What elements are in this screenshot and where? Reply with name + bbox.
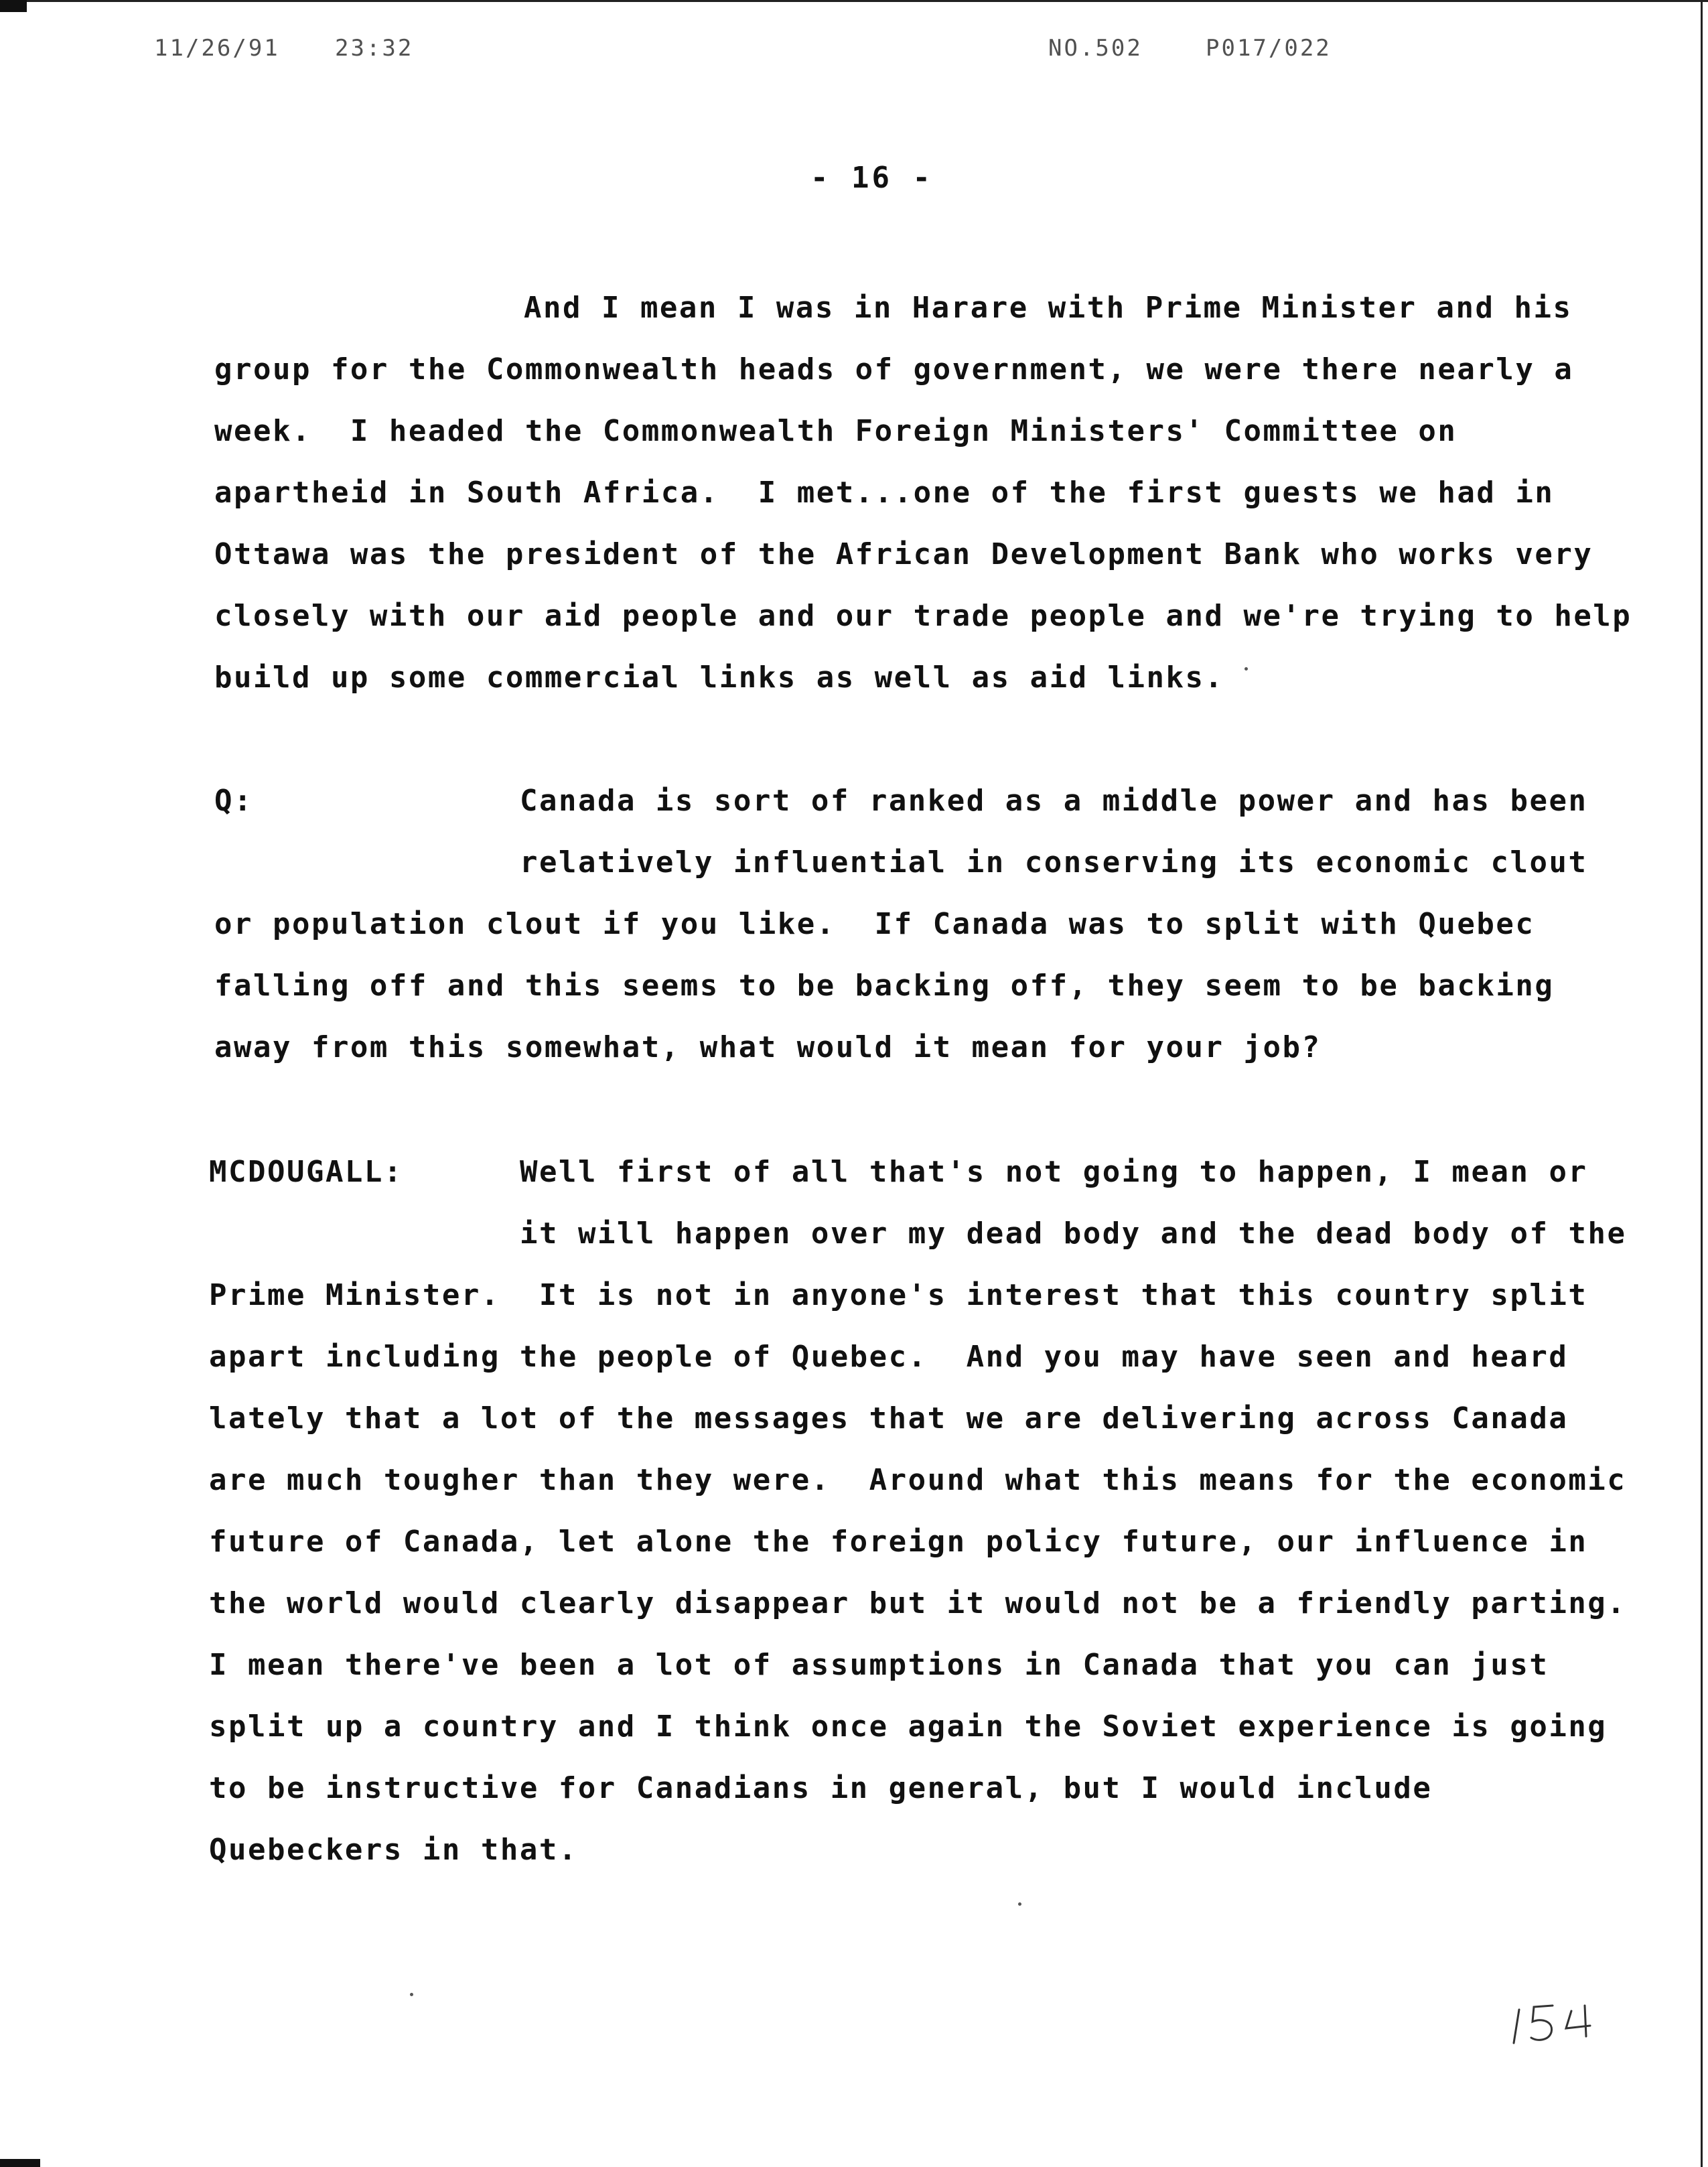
answer-line: to be instructive for Canadians in general, but I would include xyxy=(209,1771,1433,1805)
paragraph-line: Ottawa was the president of the African Development Bank who works very xyxy=(214,537,1593,571)
handwritten-page-number xyxy=(1507,1996,1608,2050)
scan-speck xyxy=(1018,1902,1021,1906)
scan-speck xyxy=(1244,667,1248,671)
answer-line: apart including the people of Quebec. And you may have seen and heard xyxy=(209,1340,1569,1374)
answer-line: future of Canada, let alone the foreign policy future, our influence in xyxy=(209,1525,1588,1559)
paragraph-line: apartheid in South Africa. I met...one of the first guests we had in xyxy=(214,476,1555,510)
answer-line: lately that a lot of the messages that we are delivering across Canada xyxy=(209,1401,1569,1436)
paragraph-line: week. I headed the Commonwealth Foreign Ministers' Committee on xyxy=(214,414,1457,448)
paragraph-line: build up some commercial links as well as aid links. xyxy=(214,660,1224,695)
scan-speck xyxy=(410,1993,413,1996)
speaker-label-mcdougall: MCDOUGALL: xyxy=(209,1155,403,1189)
fax-page: P017/022 xyxy=(1206,35,1332,62)
paragraph-line: group for the Commonwealth heads of government, we were there nearly a xyxy=(214,352,1574,387)
fax-number: NO.502 xyxy=(1048,35,1143,62)
answer-line: Well first of all that's not going to happen, I mean or xyxy=(520,1155,1588,1189)
fax-time: 23:32 xyxy=(335,35,414,62)
scan-corner-mark-bottom xyxy=(0,2159,40,2167)
fax-date: 11/26/91 xyxy=(154,35,280,62)
answer-line: Prime Minister. It is not in anyone's interest that this country split xyxy=(209,1278,1588,1312)
paragraph-line: closely with our aid people and our trade people and we're trying to help xyxy=(214,599,1632,633)
page-right-edge xyxy=(1701,0,1703,2167)
question-line: away from this somewhat, what would it mean for your job? xyxy=(214,1030,1322,1064)
question-line: Canada is sort of ranked as a middle power and has been xyxy=(520,784,1588,818)
scan-corner-mark xyxy=(0,0,27,12)
answer-line: split up a country and I think once again the Soviet experience is going xyxy=(209,1709,1608,1744)
answer-line: the world would clearly disappear but it would not be a friendly parting. xyxy=(209,1586,1627,1620)
speaker-label-q: Q: xyxy=(214,784,253,818)
answer-line: Quebeckers in that. xyxy=(209,1833,578,1867)
question-line: relatively influential in conserving its economic clout xyxy=(520,845,1588,880)
answer-line: it will happen over my dead body and the dead body of the xyxy=(520,1216,1627,1251)
answer-line: I mean there've been a lot of assumptions in Canada that you can just xyxy=(209,1648,1549,1682)
paragraph-line: And I mean I was in Harare with Prime Minister and his xyxy=(524,291,1573,325)
question-line: or population clout if you like. If Canada was to split with Quebec xyxy=(214,907,1535,941)
page-number: - 16 - xyxy=(810,161,933,195)
question-line: falling off and this seems to be backing off, they seem to be backing xyxy=(214,969,1555,1003)
page-top-edge xyxy=(0,0,1708,2)
answer-line: are much tougher than they were. Around what this means for the economic xyxy=(209,1463,1627,1497)
